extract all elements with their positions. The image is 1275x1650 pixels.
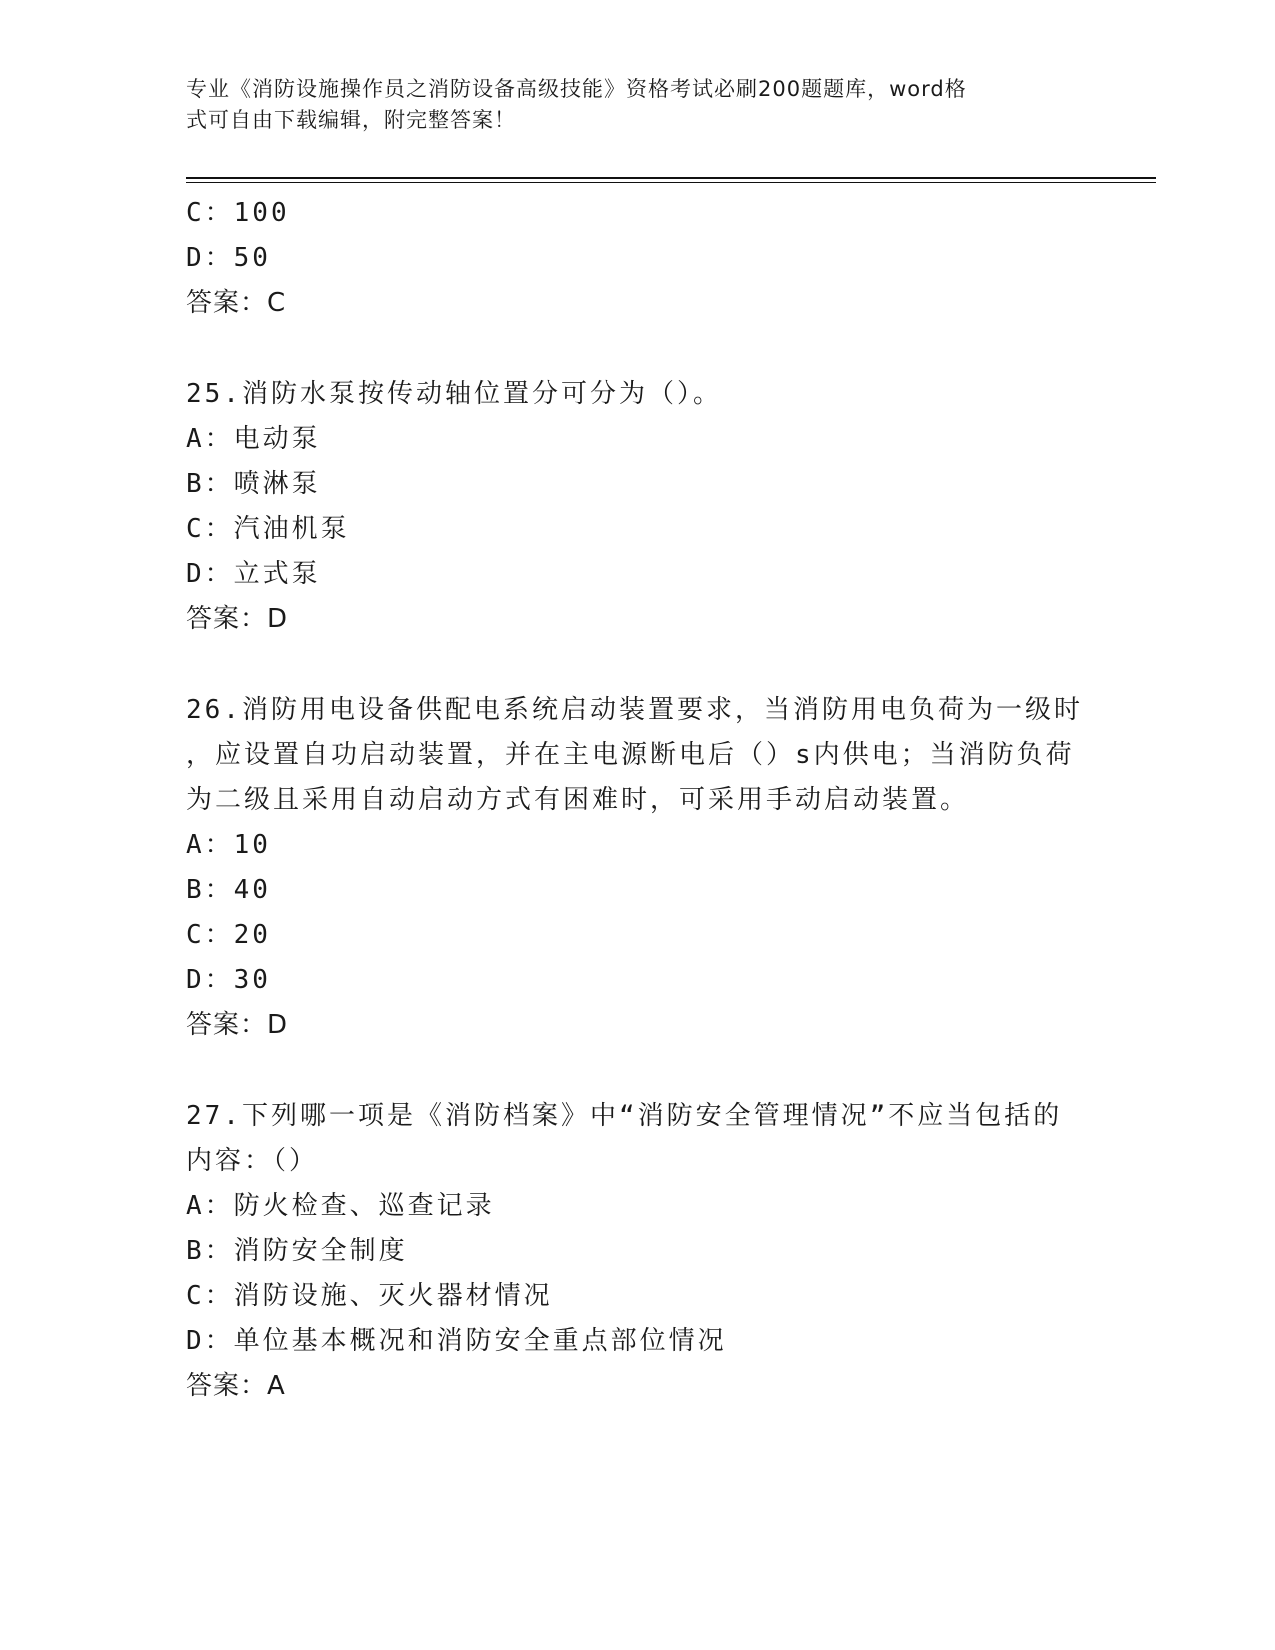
answer-line: 答案：A	[186, 1371, 286, 1401]
option-c: C：100	[186, 198, 290, 228]
option-b: B：40	[186, 875, 271, 905]
option-c: C：20	[186, 920, 271, 950]
document-header	[186, 74, 1066, 136]
option-d: D：30	[186, 965, 271, 995]
question-26	[186, 688, 1086, 1048]
option-d: D：50	[186, 243, 271, 273]
question-stem: 25.消防水泵按传动轴位置分可分为（）。	[186, 379, 722, 409]
header-rule-thin	[186, 182, 1156, 183]
header-title-line-1: 专业《消防设施操作员之消防设备高级技能》资格考试必刷200题题库，word格	[186, 77, 967, 101]
header-rule-thick	[186, 177, 1156, 179]
answer-line: 答案：D	[186, 604, 289, 634]
spacer	[186, 1048, 1086, 1094]
option-a: A：防火检查、巡查记录	[186, 1191, 495, 1221]
question-stem-line-3: 为二级且采用自动启动方式有困难时，可采用手动启动装置。	[186, 785, 970, 815]
option-a: A：10	[186, 830, 271, 860]
option-c: C：汽油机泵	[186, 514, 350, 544]
option-b: B：喷淋泵	[186, 469, 321, 499]
header-title-line-2: 式可自由下载编辑，附完整答案！	[186, 108, 516, 132]
option-d: D：单位基本概况和消防安全重点部位情况	[186, 1326, 727, 1356]
answer-line: 答案：C	[186, 288, 287, 318]
spacer	[186, 642, 1086, 688]
option-c: C：消防设施、灭火器材情况	[186, 1281, 553, 1311]
answer-line: 答案：D	[186, 1010, 289, 1040]
carryover-block	[186, 191, 1086, 326]
option-a: A：电动泵	[186, 424, 321, 454]
question-27	[186, 1094, 1086, 1409]
question-stem-line-1: 26.消防用电设备供配电系统启动装置要求，当消防用电负荷为一级时	[186, 695, 1083, 725]
question-content	[186, 191, 1086, 1409]
question-stem-line-1: 27.下列哪一项是《消防档案》中“消防安全管理情况”不应当包括的	[186, 1101, 1063, 1131]
spacer	[186, 326, 1086, 372]
question-stem-line-2: ，应设置自功启动装置，并在主电源断电后（）s内供电；当消防负荷	[186, 740, 1075, 770]
option-d: D：立式泵	[186, 559, 321, 589]
option-b: B：消防安全制度	[186, 1236, 408, 1266]
question-25	[186, 372, 1086, 642]
question-stem-line-2: 内容：（）	[186, 1146, 319, 1176]
